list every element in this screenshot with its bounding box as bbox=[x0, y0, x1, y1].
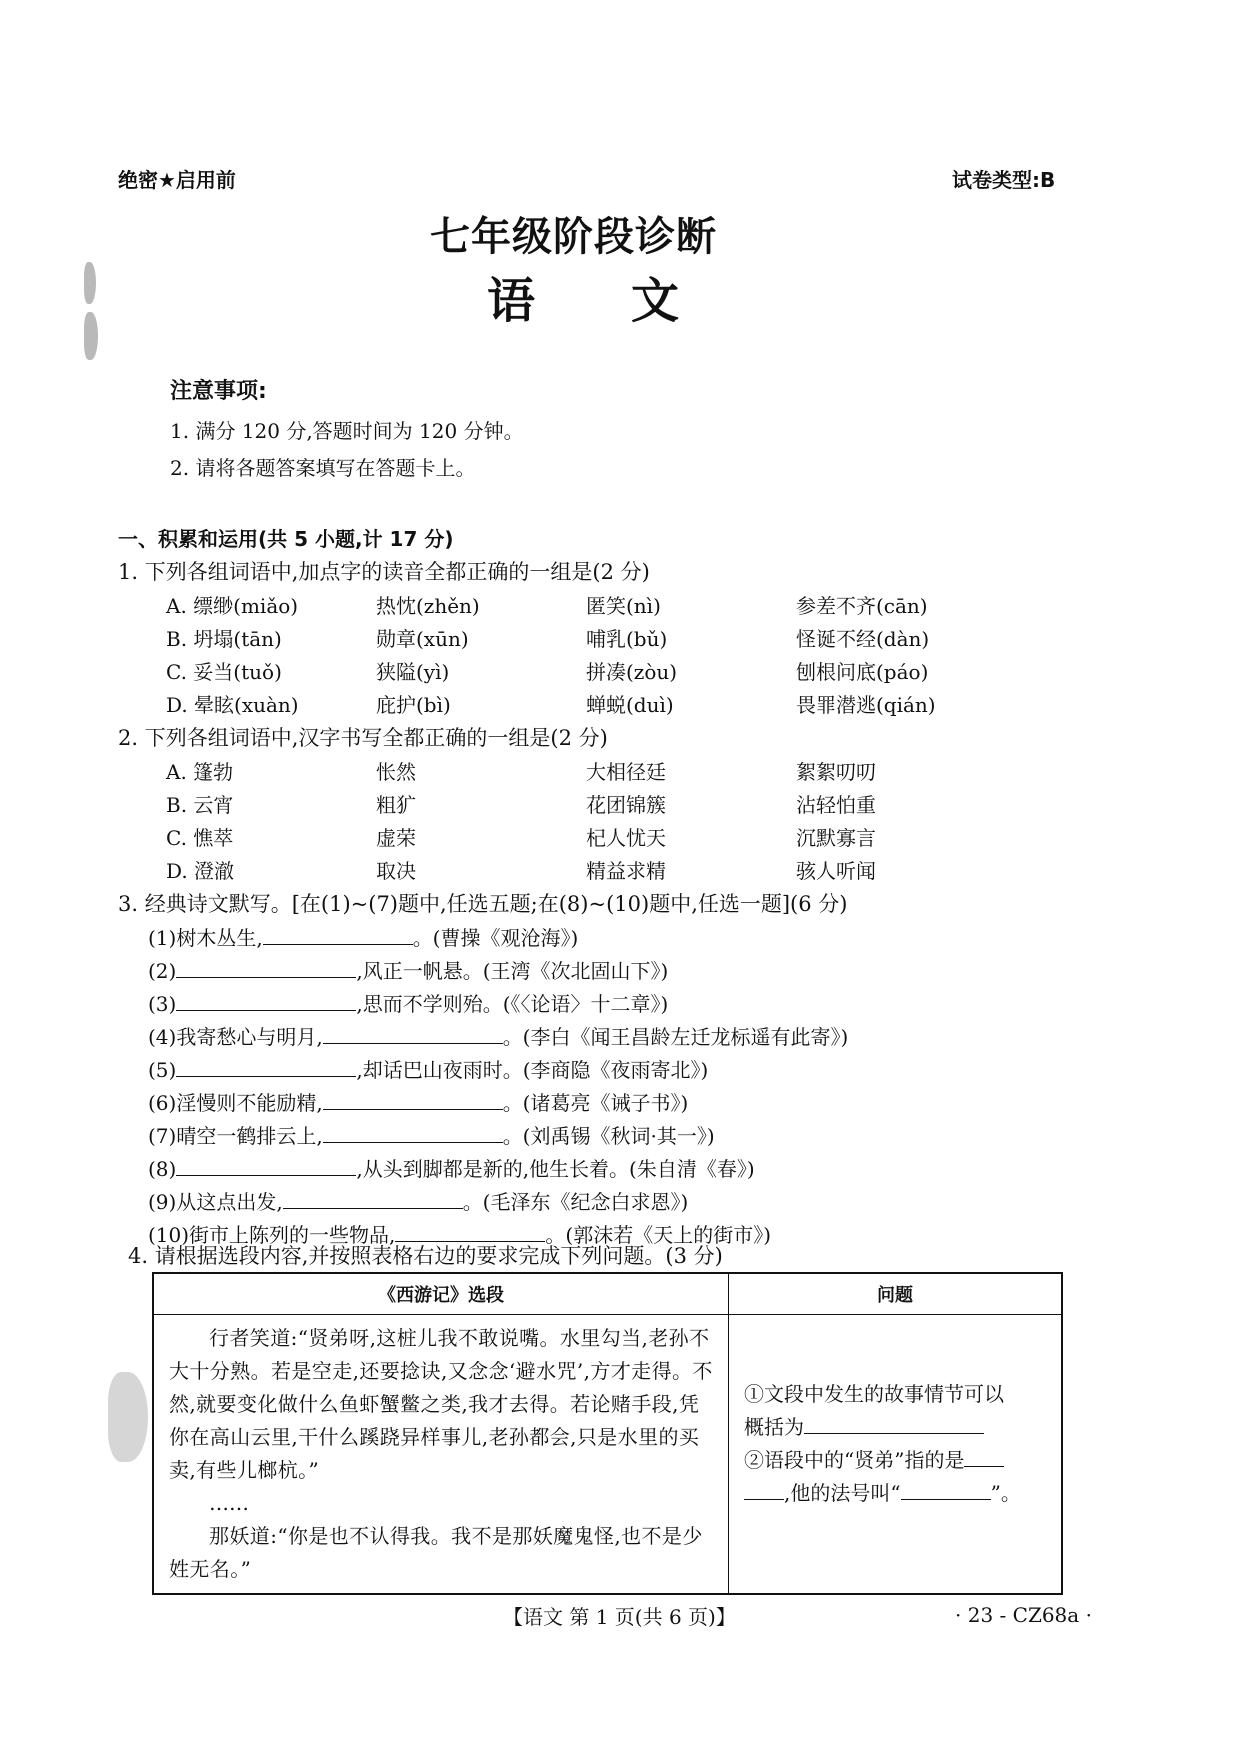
q1-c-1: C. 妥当(tuǒ) bbox=[166, 660, 282, 684]
q3-line-9 bbox=[148, 1186, 688, 1215]
q3-line-8 bbox=[148, 1153, 755, 1182]
q3-10-post: 。(郭沫若《天上的街市》) bbox=[545, 1223, 772, 1247]
q4-question-2b-line bbox=[744, 1477, 1050, 1510]
q4-stem: 4. 请根据选段内容,并按照表格右边的要求完成下列问题。(3 分) bbox=[128, 1244, 723, 1268]
q2-a-2: 怅然 bbox=[376, 760, 416, 784]
q4-passage bbox=[155, 1316, 727, 1592]
q4-passage-p1: 行者笑道:“贤弟呀,这桩儿我不敢说嘴。水里勾当,老孙不大十分熟。若是空走,还要捻诀,又念念‘避水咒’,方才走得。不然,就要变化做什么鱼虾蟹鳖之类,我才去得。若论赌手段,凭你在高山云里,干什么蹊跷异样事儿,老孙都会,只是水里的买卖,有些儿榔杭。” bbox=[169, 1326, 713, 1482]
q3-8-post: ,从头到脚都是新的,他生长着。(朱自清《春》) bbox=[356, 1157, 755, 1181]
answer-blank[interactable] bbox=[804, 1411, 984, 1434]
q3-5-post: ,却话巴山夜雨时。(李商隐《夜雨寄北》) bbox=[356, 1058, 709, 1082]
q2-b-3: 花团锦簇 bbox=[586, 793, 666, 817]
q1-b-3: 哺乳(bǔ) bbox=[586, 627, 668, 651]
q4-col2-header: 问题 bbox=[729, 1273, 1063, 1315]
q2-b-1: B. 云宵 bbox=[166, 793, 234, 817]
q3-line-1 bbox=[148, 922, 578, 951]
q2-stem: 2. 下列各组词语中,汉字书写全都正确的一组是(2 分) bbox=[118, 726, 608, 750]
q3-3-post: ,思而不学则殆。(《〈论语〉十二章》) bbox=[356, 992, 669, 1016]
q4-question-cell bbox=[729, 1315, 1063, 1595]
q1-d-3: 蝉蜕(duì) bbox=[586, 693, 674, 717]
answer-blank[interactable] bbox=[323, 1087, 503, 1110]
q2-b-4: 沾轻怕重 bbox=[796, 793, 876, 817]
q1-d-2: 庇护(bì) bbox=[376, 693, 451, 717]
q2-d-2: 取决 bbox=[376, 859, 416, 883]
q2-c-1: C. 憔萃 bbox=[166, 826, 234, 850]
q3-stem: 3. 经典诗文默写。[在(1)~(7)题中,任选五题;在(8)~(10)题中,任选一题](6 分) bbox=[118, 892, 848, 916]
q3-line-7 bbox=[148, 1120, 715, 1149]
answer-blank[interactable] bbox=[323, 1120, 503, 1143]
q2-c-3: 杞人忧天 bbox=[586, 826, 666, 850]
answer-blank[interactable] bbox=[176, 1153, 356, 1176]
paper-type-label: 试卷类型:B bbox=[952, 168, 1056, 192]
q3-1-post: 。(曹操《观沧海》) bbox=[412, 926, 579, 950]
q3-6-post: 。(诸葛亮《诫子书》) bbox=[502, 1091, 689, 1115]
answer-blank[interactable] bbox=[176, 1054, 356, 1077]
answer-blank[interactable] bbox=[901, 1477, 991, 1500]
q3-6-pre: (6)淫慢则不能励精, bbox=[148, 1091, 323, 1115]
scan-mark bbox=[84, 312, 98, 360]
q4-question-2a-line bbox=[744, 1444, 1050, 1477]
q1-a-1: A. 缥缈(miǎo) bbox=[166, 594, 299, 618]
q2-b-2: 粗犷 bbox=[376, 793, 416, 817]
q2-c-2: 虚荣 bbox=[376, 826, 416, 850]
q2-a-4: 絮絮叨叨 bbox=[796, 760, 876, 784]
section-heading: 一、积累和运用(共 5 小题,计 17 分) bbox=[118, 527, 454, 551]
q1-d-4: 畏罪潜逃(qián) bbox=[796, 693, 936, 717]
q4-questions bbox=[730, 1316, 1060, 1510]
answer-blank[interactable] bbox=[283, 1186, 463, 1209]
q4-passage-ellipsis: …… bbox=[209, 1491, 249, 1515]
q3-8-pre: (8) bbox=[148, 1157, 177, 1181]
q2-d-1: D. 澄澈 bbox=[166, 859, 235, 883]
q1-b-1: B. 坍塌(tān) bbox=[166, 627, 282, 651]
q2-d-4: 骇人听闻 bbox=[796, 859, 876, 883]
q1-stem bbox=[118, 556, 650, 586]
q2-c-4: 沉默寡言 bbox=[796, 826, 876, 850]
answer-blank[interactable] bbox=[263, 922, 413, 945]
scan-mark bbox=[108, 1372, 148, 1462]
q3-4-pre: (4)我寄愁心与明月, bbox=[148, 1025, 323, 1049]
q4-question-1a: ①文段中发生的故事情节可以 bbox=[744, 1382, 1004, 1406]
q4-question-2c: ”。 bbox=[990, 1481, 1021, 1505]
q3-line-4 bbox=[148, 1021, 848, 1050]
q3-line-5 bbox=[148, 1054, 708, 1083]
q4-question-1b-line bbox=[744, 1411, 1050, 1444]
q1-a-4: 参差不齐(cān) bbox=[796, 594, 928, 618]
q4-col1-header: 《西游记》选段 bbox=[153, 1273, 729, 1315]
q4-passage-p2: 那妖道:“你是也不认得我。我不是那妖魔鬼怪,也不是少姓无名。” bbox=[169, 1524, 703, 1581]
q3-4-post: 。(李白《闻王昌龄左迁龙标遥有此寄》) bbox=[502, 1025, 849, 1049]
answer-blank[interactable] bbox=[395, 1219, 545, 1242]
answer-blank[interactable] bbox=[964, 1444, 1004, 1467]
q1-b-4: 怪诞不经(dàn) bbox=[796, 627, 930, 651]
q3-line-3 bbox=[148, 988, 668, 1017]
answer-blank[interactable] bbox=[176, 988, 356, 1011]
q4-question-1b: 概括为 bbox=[744, 1415, 804, 1439]
paper-code: · 23 - CZ68a · bbox=[955, 1603, 1092, 1627]
q3-7-pre: (7)晴空一鹤排云上, bbox=[148, 1124, 323, 1148]
q1-c-3: 拼凑(zòu) bbox=[586, 660, 678, 684]
subject-char-2: 文 bbox=[631, 273, 680, 329]
q1-stem-text: 1. 下列各组词语中,加点字的读音全都正确的一组是(2 分) bbox=[118, 560, 650, 584]
q3-3-pre: (3) bbox=[148, 992, 177, 1016]
q3-2-post: ,风正一帆悬。(王湾《次北固山下》) bbox=[356, 959, 669, 983]
subject-char-1: 语 bbox=[487, 273, 536, 329]
answer-blank[interactable] bbox=[323, 1021, 503, 1044]
q2-d-3: 精益求精 bbox=[586, 859, 666, 883]
q4-table bbox=[152, 1272, 1063, 1595]
answer-blank[interactable] bbox=[744, 1477, 784, 1500]
q1-b-2: 勋章(xūn) bbox=[376, 627, 469, 651]
q1-c-2: 狭隘(yì) bbox=[376, 660, 450, 684]
q3-line-6 bbox=[148, 1087, 688, 1116]
q1-d-1: D. 晕眩(xuàn) bbox=[166, 693, 299, 717]
q4-question-2a: ②语段中的“贤弟”指的是 bbox=[744, 1448, 965, 1472]
q3-5-pre: (5) bbox=[148, 1058, 177, 1082]
confidential-label: 绝密★启用前 bbox=[118, 168, 236, 192]
page-footer: 【语文 第 1 页(共 6 页)】 bbox=[503, 1605, 736, 1629]
notice-item-1: 1. 满分 120 分,答题时间为 120 分钟。 bbox=[170, 419, 524, 443]
notice-heading: 注意事项: bbox=[170, 379, 267, 404]
q4-passage-cell bbox=[153, 1315, 729, 1595]
q3-2-pre: (2) bbox=[148, 959, 177, 983]
q1-c-4: 刨根问底(páo) bbox=[796, 660, 929, 684]
q4-question-2b: ,他的法号叫“ bbox=[784, 1481, 901, 1505]
answer-blank[interactable] bbox=[176, 955, 356, 978]
q3-line-2 bbox=[148, 955, 668, 984]
notice-item-2: 2. 请将各题答案填写在答题卡上。 bbox=[170, 456, 476, 480]
q1-a-3: 匿笑(nì) bbox=[586, 594, 661, 618]
q3-9-post: 。(毛泽东《纪念白求恩》) bbox=[462, 1190, 689, 1214]
q2-a-1: A. 篷勃 bbox=[166, 760, 234, 784]
subject-title bbox=[487, 262, 679, 331]
q3-1-pre: (1)树木丛生, bbox=[148, 926, 263, 950]
q3-7-post: 。(刘禹锡《秋词·其一》) bbox=[502, 1124, 715, 1148]
q2-a-3: 大相径廷 bbox=[586, 760, 666, 784]
scan-mark bbox=[84, 262, 96, 304]
q3-9-pre: (9)从这点出发, bbox=[148, 1190, 283, 1214]
exam-title: 七年级阶段诊断 bbox=[430, 214, 717, 260]
q1-a-2: 热忱(zhěn) bbox=[376, 594, 480, 618]
q3-10-pre: (10)街市上陈列的一些物品, bbox=[148, 1223, 396, 1247]
